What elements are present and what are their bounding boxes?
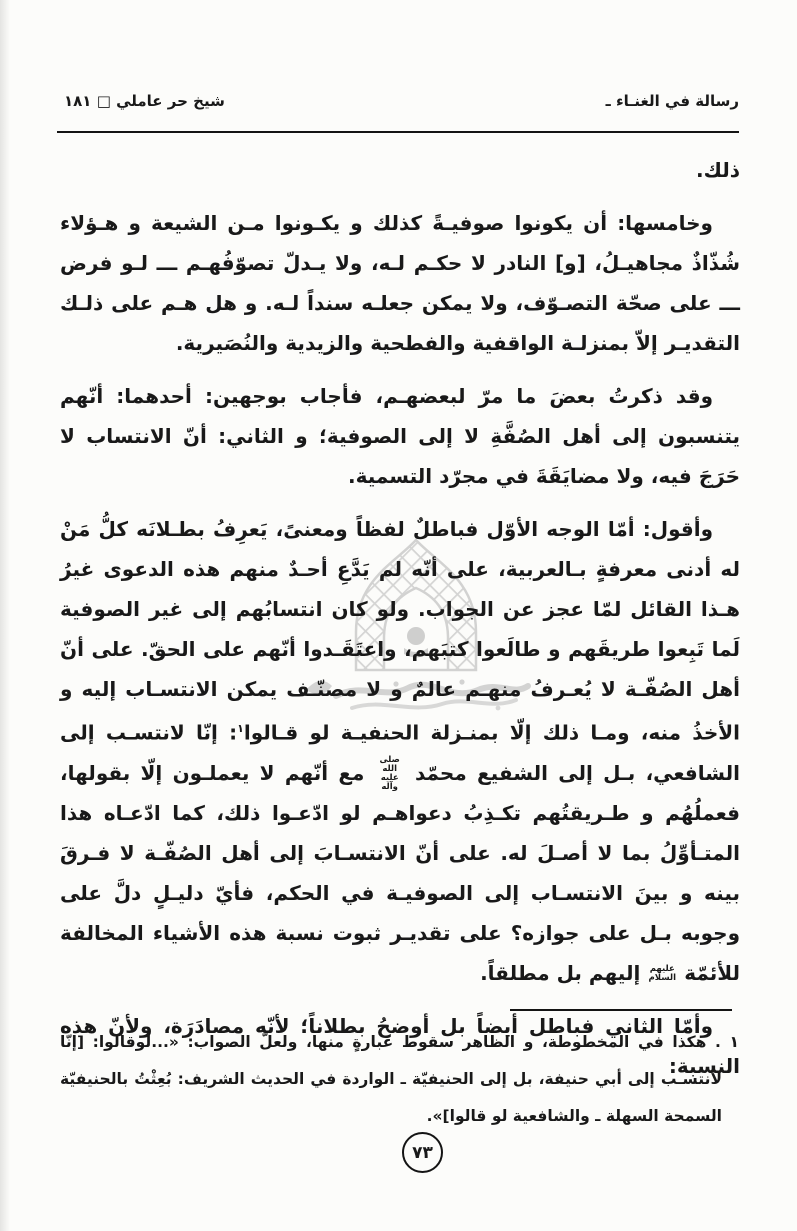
page-number-badge (402, 1132, 443, 1173)
scan-edge-artifact (0, 0, 10, 1231)
running-header-title: رسالة في الغنـاء ـ (605, 92, 739, 110)
paragraph: وخامسها: أن يكونوا صوفيـةً كذلك و يكـونوا مـن الشيعة و هـؤلاء شُذّاذٌ مجاهيـلُ، [و] النادر لا حكـم لـه، ولا يـدلّ تصوّفُهـم ـــ لـو فرض ـــ على صحّة التصـوّف، ولا يمكن جعلـه سنداً لـه. و هل هـم على ذلـك التقديـر إلاّ بمنزلـة الواقفية والفطحية والزيدية والنُصَيرية. (60, 211, 740, 355)
footnote-section (60, 1024, 739, 1135)
running-header-author-page: شيخ حر عاملي □ ١٨١ (64, 92, 225, 110)
page-number: ٧٣ (412, 1142, 433, 1163)
paragraph: وأقول: أمّا الوجه الأوّل فباطلٌ لفظاً ومعنىً، يَعرِفُ بطـلانَه كلُّ مَنْ له أدنى معرفةٍ بـالعربية، على أنّه لم يَدَّعِ أحـدٌ منهم هذه الدعوى غيرُ هـذا القائل لمّا عجز عن الجواب. ولو كان انتسابُهم إلى غير الصوفية لَما تَبِعوا طريقَهم و طالَعوا كتبَهم، واعتَقَـدوا أنّهم على الحقّ. على أنّ أهل الصُفّـة لا يُعـرفُ منهـم عالمٌ و لا مصنّـف يمكن الانتسـاب إليه و الأخذُ منه، ومـا ذلك إلّا بمنـزلة الحنفيـة لو قـالوا$^١$: إنّا لانتسـب إلى الشافعي، بـل إلى الشفيع محمّد صلى الله عليه وآله مع أنّهم لا يعملـون إلّا بقولها، فعملُهُم و طـريقتُهم تكـذِبُ دعواهـم لو ادّعـوا ذلك، كما ادّعـاه هذا المتـأوِّلُ بما لا أصـلَ له. على أنّ الانتسـابَ إلى أهل الصُفّـة لا فـرقَ بينه و بينَ الانتسـاب إلى الصوفيـة في الحكم، فأيّ دليـلٍ دلَّ على وجوبه بـل على جوازه؟ على تقديـر ثبوت نسبة هذه الأشياء المخالفة للأئمّة عليهم السلام إليهم بل مطلقاً. (60, 517, 741, 985)
body-text (60, 150, 741, 1078)
honorific-prophet: صلى الله عليه وآله (379, 755, 400, 793)
footnote-marker: ١ (237, 722, 244, 735)
paragraph: وقد ذكرتُ بعضَ ما مرّ لبعضهـم، فأجاب بوجهين: أحدهما: أنّهم يتنسبون إلى أهل الصُفَّةِ لا إلى الصوفية؛ و الثاني: أنّ الانتساب لا حَرَجَ فيه، ولا مضايَقَةَ في مجرّد التسمية. (60, 384, 740, 488)
paragraph: وأمّا الثاني فباطل أيضاً بل أوضحُ بطلاناً؛ لأنّه مصادَرَة، ولأنّ هذه النسبة: (60, 1013, 740, 1078)
header-rule (57, 131, 739, 133)
paragraph: ذلك. (696, 158, 740, 182)
footnote-text: ١ . هكذا في المخطوطة، و الظاهر سقوط عبارةٍ منها، ولعلّ الصواب: «...لوقالوا: [إنّا لانتسـب إلى أبي حنيفة، بل إلى الحنيفيّة ـ الواردة في الحديث الشريف: بُعِثْتُ بالحنيفيّة السمحة السهلة ـ والشافعية لو قالوا]». (60, 1033, 739, 1125)
honorific-imams: عليهم السلام (648, 964, 676, 984)
